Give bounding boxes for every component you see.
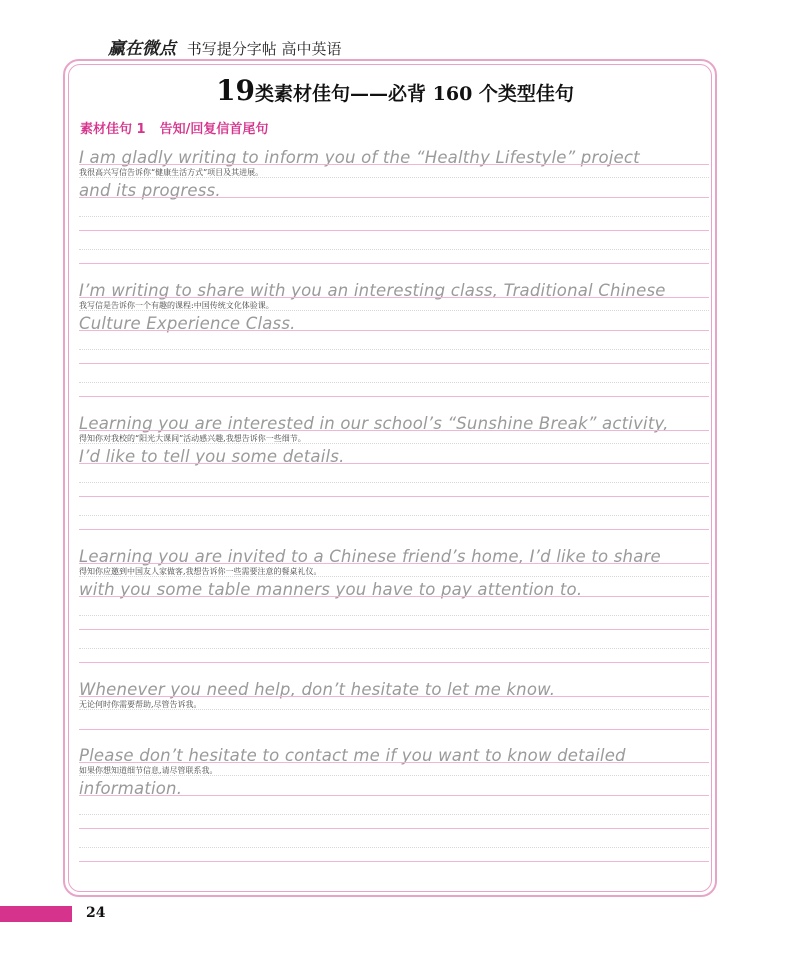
sentence-line-1: Whenever you need help, don’t hesitate to let me know. <box>79 680 556 699</box>
translation: 如果你想知道细节信息,请尽管联系我。 <box>79 766 218 775</box>
rule-line <box>79 249 709 250</box>
sentence-line-2: Culture Experience Class. <box>79 314 296 333</box>
rule-line <box>79 230 709 231</box>
rule-line <box>79 729 709 730</box>
rule-line <box>79 775 709 776</box>
page-title <box>0 74 790 107</box>
rule-line <box>79 463 709 464</box>
rule-line <box>79 563 709 564</box>
sentence-line-2: and its progress. <box>79 181 221 200</box>
rule-line <box>79 164 709 165</box>
translation: 无论何时你需要帮助,尽管告诉我。 <box>79 700 202 709</box>
rule-line <box>79 615 709 616</box>
rule-line <box>79 696 709 697</box>
page-number-bar <box>0 906 72 922</box>
sentence-line-1: Please don’t hesitate to contact me if you want to know detailed <box>79 746 626 765</box>
sentence-line-1: I’m writing to share with you an interesting class, Traditional Chinese <box>79 281 666 300</box>
rule-line <box>79 297 709 298</box>
section-label: 素材佳句 1 <box>80 122 146 137</box>
rule-line <box>79 576 709 577</box>
rule-line <box>79 177 709 178</box>
rule-line <box>79 828 709 829</box>
book-header <box>108 34 342 59</box>
sentence-line-2: information. <box>79 779 183 798</box>
title-text: 类素材佳句——必背 160 个类型佳句 <box>255 83 574 105</box>
rule-line <box>79 795 709 796</box>
rule-line <box>79 861 709 862</box>
sentence-line-1: Learning you are invited to a Chinese friend’s home, I’d like to share <box>79 547 661 566</box>
sentence-line-2: with you some table manners you have to pay attention to. <box>79 580 583 599</box>
rule-line <box>79 363 709 364</box>
rule-line <box>79 443 709 444</box>
translation: 得知你对我校的“阳光大课间”活动感兴趣,我想告诉你一些细节。 <box>79 434 306 443</box>
sentence-line-1: Learning you are interested in our school’s “Sunshine Break” activity, <box>79 414 669 433</box>
book-brand: 赢在微点 <box>108 39 176 59</box>
rule-line <box>79 430 709 431</box>
rule-line <box>79 847 709 848</box>
book-subtitle: 书写提分字帖 高中英语 <box>186 40 342 58</box>
translation: 得知你应邀到中国友人家做客,我想告诉你一些需要注意的餐桌礼仪。 <box>79 567 322 576</box>
rule-line <box>79 762 709 763</box>
rule-line <box>79 596 709 597</box>
rule-line <box>79 648 709 649</box>
rule-line <box>79 496 709 497</box>
rule-line <box>79 662 709 663</box>
translation: 我很高兴写信告诉你“健康生活方式”项目及其进展。 <box>79 168 264 177</box>
translation: 我写信是告诉你一个有趣的课程:中国传统文化体验课。 <box>79 301 274 310</box>
rule-line <box>79 349 709 350</box>
sentence-line-1: I am gladly writing to inform you of the “Healthy Lifestyle” project <box>79 148 640 167</box>
section-topic: 告知/回复信首尾句 <box>159 122 269 137</box>
section-heading <box>80 118 268 137</box>
title-number: 19 <box>216 74 256 107</box>
sentence-line-2: I’d like to tell you some details. <box>79 447 345 466</box>
rule-line <box>79 515 709 516</box>
rule-line <box>79 216 709 217</box>
page-number: 24 <box>86 905 106 921</box>
rule-line <box>79 629 709 630</box>
rule-line <box>79 330 709 331</box>
rule-line <box>79 709 709 710</box>
rule-line <box>79 396 709 397</box>
rule-line <box>79 482 709 483</box>
rule-line <box>79 263 709 264</box>
rule-line <box>79 814 709 815</box>
rule-line <box>79 310 709 311</box>
rule-line <box>79 529 709 530</box>
rule-line <box>79 197 709 198</box>
rule-line <box>79 382 709 383</box>
